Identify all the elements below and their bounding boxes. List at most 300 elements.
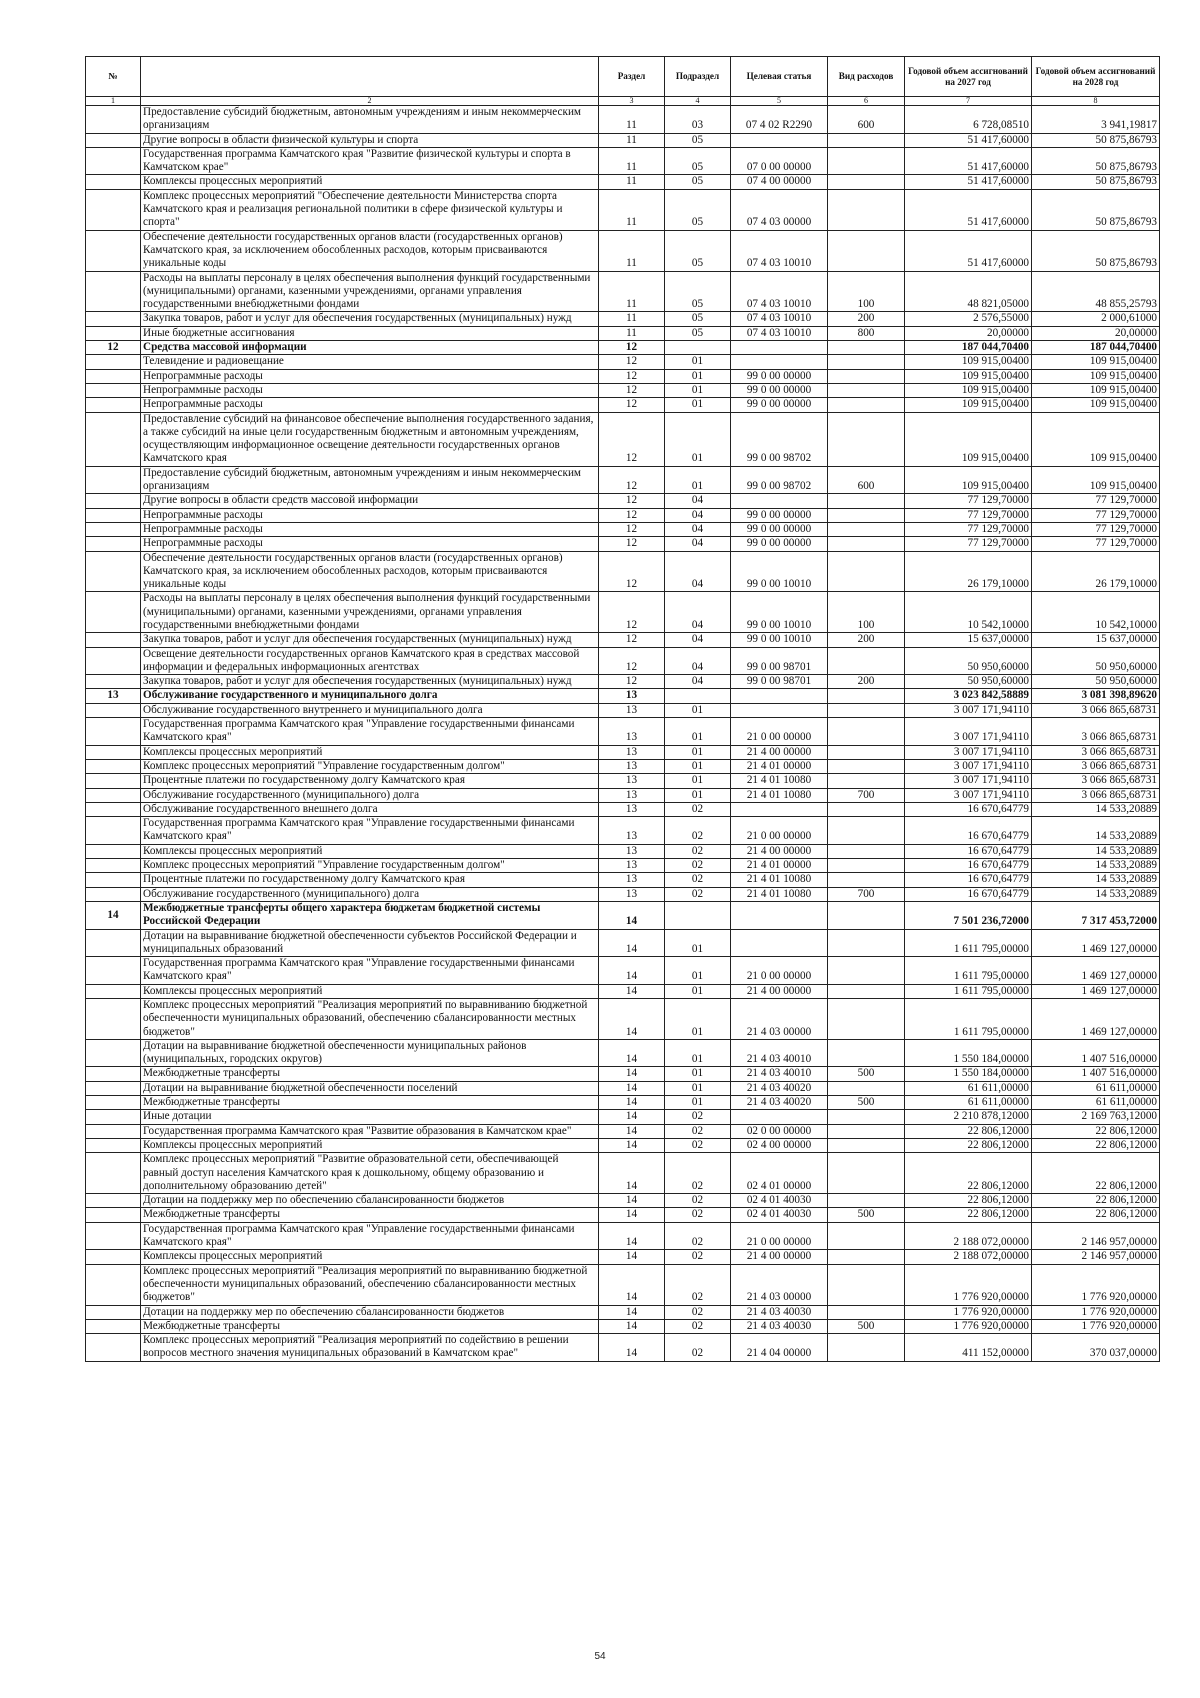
table-row <box>86 1039 1160 1067</box>
row-target-cell: 21 4 01 10080 <box>731 887 828 901</box>
row-amount-2027-cell: 411 152,00000 <box>905 1334 1032 1362</box>
header-target: Целевая статья <box>731 57 828 97</box>
row-amount-2027-cell: 48 821,05000 <box>905 271 1032 312</box>
row-amount-2027-cell: 61 611,00000 <box>905 1096 1032 1110</box>
row-amount-2027-cell: 109 915,00400 <box>905 355 1032 369</box>
row-expense-type-cell <box>828 1153 905 1194</box>
table-row <box>86 1153 1160 1194</box>
row-target-cell: 02 4 01 40030 <box>731 1194 828 1208</box>
table-row <box>86 551 1160 592</box>
row-target-cell <box>731 341 828 355</box>
row-amount-2027-cell: 51 417,60000 <box>905 189 1032 230</box>
row-subsection-cell: 02 <box>665 1319 731 1333</box>
row-expense-type-cell <box>828 1124 905 1138</box>
row-amount-2028-cell: 22 806,12000 <box>1032 1124 1160 1138</box>
row-subsection-cell: 01 <box>665 774 731 788</box>
row-amount-2027-cell: 109 915,00400 <box>905 398 1032 412</box>
row-subsection-cell: 01 <box>665 759 731 773</box>
row-subsection-cell: 02 <box>665 859 731 873</box>
row-name-cell: Государственная программа Камчатского края "Управление государственными финансами Камчатского края" <box>141 718 599 746</box>
row-amount-2028-cell: 48 855,25793 <box>1032 271 1160 312</box>
row-subsection-cell: 05 <box>665 312 731 326</box>
row-expense-type-cell <box>828 999 905 1040</box>
row-subsection-cell: 05 <box>665 133 731 147</box>
row-amount-2027-cell: 3 007 171,94110 <box>905 745 1032 759</box>
row-number-cell <box>86 551 141 592</box>
row-expense-type-cell <box>828 355 905 369</box>
row-amount-2028-cell: 50 875,86793 <box>1032 175 1160 189</box>
row-expense-type-cell <box>828 745 905 759</box>
row-subsection-cell: 01 <box>665 1039 731 1067</box>
row-expense-type-cell <box>828 537 905 551</box>
row-expense-type-cell: 800 <box>828 326 905 340</box>
row-target-cell: 21 4 01 10080 <box>731 774 828 788</box>
row-name-cell: Другие вопросы в области физической культуры и спорта <box>141 133 599 147</box>
row-number-cell <box>86 383 141 397</box>
row-amount-2028-cell: 50 950,60000 <box>1032 647 1160 675</box>
row-amount-2027-cell: 26 179,10000 <box>905 551 1032 592</box>
row-target-cell <box>731 133 828 147</box>
row-amount-2028-cell: 77 129,70000 <box>1032 537 1160 551</box>
row-name-cell: Комплекс процессных мероприятий "Развитие образовательной сети, обеспечивающей равный доступ населения Камчатского края к дошкольному, общему образованию и дополнительному образованию детей" <box>141 1153 599 1194</box>
row-expense-type-cell <box>828 1138 905 1152</box>
row-name-cell: Комплекс процессных мероприятий "Управление государственным долгом" <box>141 759 599 773</box>
row-name-cell: Закупка товаров, работ и услуг для обеспечения государственных (муниципальных) нужд <box>141 312 599 326</box>
row-expense-type-cell <box>828 774 905 788</box>
row-number-cell <box>86 1110 141 1124</box>
row-expense-type-cell <box>828 647 905 675</box>
row-name-cell: Обеспечение деятельности государственных органов власти (государственных органов) Камчатского края, за исключением обособленных расходов, которым присваиваются уникальные коды <box>141 230 599 271</box>
row-amount-2027-cell: 50 950,60000 <box>905 675 1032 689</box>
row-amount-2028-cell: 3 066 865,68731 <box>1032 703 1160 717</box>
row-number-cell <box>86 759 141 773</box>
row-name-cell: Комплекс процессных мероприятий "Реализация мероприятий по содействию в решении вопросов местного значения муниципальных образований в Камчатском крае" <box>141 1334 599 1362</box>
row-subsection-cell: 01 <box>665 466 731 494</box>
row-target-cell <box>731 689 828 703</box>
row-subsection-cell: 04 <box>665 675 731 689</box>
row-subsection-cell: 01 <box>665 929 731 957</box>
row-number-cell <box>86 1305 141 1319</box>
row-name-cell: Комплексы процессных мероприятий <box>141 984 599 998</box>
row-amount-2027-cell: 22 806,12000 <box>905 1153 1032 1194</box>
table-row <box>86 341 1160 355</box>
row-target-cell: 21 0 00 00000 <box>731 957 828 985</box>
row-target-cell: 21 4 04 00000 <box>731 1334 828 1362</box>
row-amount-2027-cell: 77 129,70000 <box>905 508 1032 522</box>
row-expense-type-cell <box>828 1250 905 1264</box>
row-amount-2027-cell: 61 611,00000 <box>905 1081 1032 1095</box>
row-amount-2028-cell: 61 611,00000 <box>1032 1081 1160 1095</box>
row-number-cell <box>86 774 141 788</box>
row-section-cell: 13 <box>599 703 665 717</box>
header-subsection: Подраздел <box>665 57 731 97</box>
table-row <box>86 412 1160 466</box>
row-amount-2027-cell: 7 501 236,72000 <box>905 901 1032 929</box>
row-name-cell: Иные дотации <box>141 1110 599 1124</box>
row-amount-2027-cell: 16 670,64779 <box>905 887 1032 901</box>
table-row <box>86 703 1160 717</box>
row-name-cell: Обслуживание государственного внешнего долга <box>141 802 599 816</box>
row-name-cell: Межбюджетные трансферты <box>141 1319 599 1333</box>
row-amount-2027-cell: 187 044,70400 <box>905 341 1032 355</box>
row-expense-type-cell <box>828 1334 905 1362</box>
row-number-cell <box>86 647 141 675</box>
row-subsection-cell: 01 <box>665 957 731 985</box>
row-subsection-cell: 01 <box>665 1081 731 1095</box>
row-expense-type-cell <box>828 1194 905 1208</box>
row-section-cell: 14 <box>599 1208 665 1222</box>
row-expense-type-cell: 700 <box>828 788 905 802</box>
row-amount-2028-cell: 2 000,61000 <box>1032 312 1160 326</box>
row-target-cell: 21 4 03 40020 <box>731 1096 828 1110</box>
row-amount-2028-cell: 22 806,12000 <box>1032 1208 1160 1222</box>
row-subsection-cell: 05 <box>665 175 731 189</box>
row-subsection-cell: 04 <box>665 647 731 675</box>
column-number: 4 <box>665 97 731 106</box>
row-amount-2028-cell: 1 469 127,00000 <box>1032 999 1160 1040</box>
row-name-cell: Государственная программа Камчатского края "Развитие образования в Камчатском крае" <box>141 1124 599 1138</box>
row-amount-2027-cell: 16 670,64779 <box>905 873 1032 887</box>
row-amount-2028-cell: 22 806,12000 <box>1032 1138 1160 1152</box>
row-section-cell: 13 <box>599 774 665 788</box>
table-row <box>86 230 1160 271</box>
row-name-cell: Дотации на поддержку мер по обеспечению сбалансированности бюджетов <box>141 1194 599 1208</box>
row-name-cell: Государственная программа Камчатского края "Управление государственными финансами Камчатского края" <box>141 957 599 985</box>
row-number-cell <box>86 398 141 412</box>
row-amount-2028-cell: 22 806,12000 <box>1032 1153 1160 1194</box>
row-number-cell: 13 <box>86 689 141 703</box>
row-number-cell <box>86 1208 141 1222</box>
row-name-cell: Обслуживание государственного (муниципального) долга <box>141 788 599 802</box>
row-subsection-cell: 04 <box>665 551 731 592</box>
row-number-cell <box>86 189 141 230</box>
row-expense-type-cell <box>828 1039 905 1067</box>
row-target-cell: 07 4 03 10010 <box>731 230 828 271</box>
row-section-cell: 11 <box>599 147 665 175</box>
row-amount-2028-cell: 14 533,20889 <box>1032 802 1160 816</box>
row-amount-2028-cell: 2 169 763,12000 <box>1032 1110 1160 1124</box>
row-subsection-cell: 05 <box>665 326 731 340</box>
row-section-cell: 14 <box>599 984 665 998</box>
row-amount-2027-cell: 51 417,60000 <box>905 133 1032 147</box>
row-section-cell: 13 <box>599 759 665 773</box>
row-subsection-cell: 01 <box>665 703 731 717</box>
row-subsection-cell: 04 <box>665 522 731 536</box>
header-amount-2027: Годовой объем ассигнований на 2027 год <box>905 57 1032 97</box>
row-amount-2027-cell: 1 776 920,00000 <box>905 1319 1032 1333</box>
row-amount-2028-cell: 1 469 127,00000 <box>1032 929 1160 957</box>
row-number-cell <box>86 494 141 508</box>
table-row <box>86 647 1160 675</box>
column-number: 2 <box>141 97 599 106</box>
table-row <box>86 271 1160 312</box>
column-number: 8 <box>1032 97 1160 106</box>
row-target-cell: 99 0 00 98701 <box>731 675 828 689</box>
row-number-cell <box>86 230 141 271</box>
header-section: Раздел <box>599 57 665 97</box>
row-target-cell <box>731 901 828 929</box>
row-section-cell: 14 <box>599 957 665 985</box>
row-amount-2027-cell: 1 550 184,00000 <box>905 1039 1032 1067</box>
row-name-cell: Комплекс процессных мероприятий "Реализация мероприятий по выравниванию бюджетной обеспеченности муниципальных образований, обеспечению сбалансированности местных бюджетов" <box>141 999 599 1040</box>
row-section-cell: 14 <box>599 1319 665 1333</box>
row-number-cell <box>86 1153 141 1194</box>
row-section-cell: 13 <box>599 817 665 845</box>
row-amount-2028-cell: 2 146 957,00000 <box>1032 1222 1160 1250</box>
row-amount-2027-cell: 10 542,10000 <box>905 592 1032 633</box>
row-section-cell: 14 <box>599 1264 665 1305</box>
table-row <box>86 326 1160 340</box>
row-number-cell <box>86 859 141 873</box>
row-target-cell: 02 4 00 00000 <box>731 1138 828 1152</box>
row-target-cell: 99 0 00 00000 <box>731 537 828 551</box>
row-amount-2027-cell: 1 611 795,00000 <box>905 957 1032 985</box>
row-target-cell: 07 4 03 10010 <box>731 326 828 340</box>
row-section-cell: 14 <box>599 1096 665 1110</box>
row-expense-type-cell <box>828 984 905 998</box>
row-name-cell: Комплексы процессных мероприятий <box>141 745 599 759</box>
row-subsection-cell: 02 <box>665 802 731 816</box>
row-section-cell: 14 <box>599 1081 665 1095</box>
row-subsection-cell: 02 <box>665 887 731 901</box>
row-amount-2028-cell: 109 915,00400 <box>1032 412 1160 466</box>
row-number-cell <box>86 326 141 340</box>
row-section-cell: 12 <box>599 647 665 675</box>
row-number-cell <box>86 984 141 998</box>
table-row <box>86 1305 1160 1319</box>
row-amount-2028-cell: 370 037,00000 <box>1032 1334 1160 1362</box>
table-row <box>86 887 1160 901</box>
row-target-cell: 21 4 00 00000 <box>731 745 828 759</box>
row-name-cell: Межбюджетные трансферты <box>141 1067 599 1081</box>
row-amount-2028-cell: 1 407 516,00000 <box>1032 1067 1160 1081</box>
row-expense-type-cell <box>828 175 905 189</box>
table-row <box>86 312 1160 326</box>
row-section-cell: 14 <box>599 901 665 929</box>
row-number-cell <box>86 1194 141 1208</box>
row-amount-2028-cell: 2 146 957,00000 <box>1032 1250 1160 1264</box>
row-amount-2027-cell: 22 806,12000 <box>905 1124 1032 1138</box>
table-row <box>86 788 1160 802</box>
row-target-cell: 21 0 00 00000 <box>731 817 828 845</box>
row-target-cell <box>731 1110 828 1124</box>
row-amount-2027-cell: 3 007 171,94110 <box>905 788 1032 802</box>
row-expense-type-cell <box>828 189 905 230</box>
row-target-cell: 99 0 00 10010 <box>731 551 828 592</box>
row-name-cell: Комплекс процессных мероприятий "Обеспечение деятельности Министерства спорта Камчатского края и реализация региональной политики в сфере физической культуры и спорта" <box>141 189 599 230</box>
table-row <box>86 355 1160 369</box>
column-number-row <box>86 97 1160 106</box>
row-expense-type-cell: 500 <box>828 1096 905 1110</box>
row-amount-2027-cell: 16 670,64779 <box>905 859 1032 873</box>
row-subsection-cell: 01 <box>665 788 731 802</box>
row-name-cell: Освещение деятельности государственных органов Камчатского края в средствах массовой информации и федеральных информационных агентствах <box>141 647 599 675</box>
row-section-cell: 14 <box>599 1222 665 1250</box>
row-expense-type-cell <box>828 703 905 717</box>
row-expense-type-cell <box>828 1110 905 1124</box>
row-name-cell: Межбюджетные трансферты общего характера бюджетам бюджетной системы Российской Федерации <box>141 901 599 929</box>
row-target-cell: 21 4 03 00000 <box>731 1264 828 1305</box>
row-expense-type-cell <box>828 901 905 929</box>
row-number-cell <box>86 1222 141 1250</box>
row-expense-type-cell: 200 <box>828 312 905 326</box>
row-amount-2027-cell: 16 670,64779 <box>905 802 1032 816</box>
row-target-cell: 07 4 03 10010 <box>731 271 828 312</box>
row-number-cell <box>86 1264 141 1305</box>
row-number-cell <box>86 106 141 134</box>
table-row <box>86 901 1160 929</box>
table-row <box>86 675 1160 689</box>
row-name-cell: Межбюджетные трансферты <box>141 1208 599 1222</box>
row-section-cell: 14 <box>599 1334 665 1362</box>
row-amount-2027-cell: 6 728,08510 <box>905 106 1032 134</box>
row-name-cell: Иные бюджетные ассигнования <box>141 326 599 340</box>
row-expense-type-cell <box>828 689 905 703</box>
row-name-cell: Непрограммные расходы <box>141 398 599 412</box>
row-amount-2028-cell: 50 950,60000 <box>1032 675 1160 689</box>
table-row <box>86 817 1160 845</box>
row-expense-type-cell <box>828 383 905 397</box>
row-number-cell <box>86 745 141 759</box>
row-section-cell: 13 <box>599 873 665 887</box>
table-row <box>86 189 1160 230</box>
row-amount-2028-cell: 1 407 516,00000 <box>1032 1039 1160 1067</box>
row-name-cell: Непрограммные расходы <box>141 522 599 536</box>
row-number-cell <box>86 957 141 985</box>
row-target-cell <box>731 929 828 957</box>
row-section-cell: 11 <box>599 133 665 147</box>
row-expense-type-cell <box>828 369 905 383</box>
table-body <box>86 106 1160 1362</box>
row-number-cell <box>86 592 141 633</box>
row-subsection-cell: 02 <box>665 1124 731 1138</box>
table-row <box>86 999 1160 1040</box>
row-expense-type-cell <box>828 341 905 355</box>
row-expense-type-cell <box>828 1264 905 1305</box>
row-amount-2027-cell: 2 188 072,00000 <box>905 1222 1032 1250</box>
row-amount-2028-cell: 109 915,00400 <box>1032 383 1160 397</box>
row-amount-2028-cell: 77 129,70000 <box>1032 494 1160 508</box>
table-row <box>86 522 1160 536</box>
row-amount-2028-cell: 77 129,70000 <box>1032 508 1160 522</box>
row-subsection-cell: 01 <box>665 1067 731 1081</box>
row-expense-type-cell: 500 <box>828 1319 905 1333</box>
row-subsection-cell: 04 <box>665 494 731 508</box>
row-number-cell <box>86 844 141 858</box>
row-amount-2027-cell: 77 129,70000 <box>905 537 1032 551</box>
row-amount-2027-cell: 51 417,60000 <box>905 230 1032 271</box>
row-section-cell: 14 <box>599 1067 665 1081</box>
row-amount-2027-cell: 77 129,70000 <box>905 522 1032 536</box>
row-name-cell: Расходы на выплаты персоналу в целях обеспечения выполнения функций государственными (муниципальными) органами, казенными учреждениями, органами управления государственными внебюджетными фондами <box>141 271 599 312</box>
column-number: 1 <box>86 97 141 106</box>
row-section-cell: 12 <box>599 341 665 355</box>
row-subsection-cell: 04 <box>665 592 731 633</box>
row-section-cell: 14 <box>599 1250 665 1264</box>
row-section-cell: 12 <box>599 522 665 536</box>
row-target-cell: 99 0 00 10010 <box>731 592 828 633</box>
row-subsection-cell: 04 <box>665 508 731 522</box>
row-amount-2027-cell: 15 637,00000 <box>905 633 1032 647</box>
row-name-cell: Дотации на поддержку мер по обеспечению сбалансированности бюджетов <box>141 1305 599 1319</box>
table-row <box>86 508 1160 522</box>
row-subsection-cell: 02 <box>665 1110 731 1124</box>
table-row <box>86 466 1160 494</box>
table-row <box>86 1138 1160 1152</box>
row-subsection-cell: 02 <box>665 1194 731 1208</box>
row-section-cell: 13 <box>599 718 665 746</box>
row-amount-2027-cell: 2 210 878,12000 <box>905 1110 1032 1124</box>
row-section-cell: 12 <box>599 355 665 369</box>
row-section-cell: 12 <box>599 398 665 412</box>
row-amount-2027-cell: 2 188 072,00000 <box>905 1250 1032 1264</box>
row-expense-type-cell <box>828 412 905 466</box>
row-number-cell <box>86 718 141 746</box>
row-amount-2027-cell: 1 776 920,00000 <box>905 1305 1032 1319</box>
row-subsection-cell <box>665 341 731 355</box>
table-row <box>86 1096 1160 1110</box>
row-amount-2028-cell: 7 317 453,72000 <box>1032 901 1160 929</box>
row-subsection-cell: 01 <box>665 745 731 759</box>
row-target-cell: 21 4 03 40030 <box>731 1305 828 1319</box>
row-section-cell: 14 <box>599 1194 665 1208</box>
row-name-cell: Государственная программа Камчатского края "Управление государственными финансами Камчатского края" <box>141 1222 599 1250</box>
row-amount-2028-cell: 50 875,86793 <box>1032 133 1160 147</box>
row-amount-2028-cell: 3 066 865,68731 <box>1032 745 1160 759</box>
row-target-cell: 21 4 03 40010 <box>731 1067 828 1081</box>
row-amount-2028-cell: 14 533,20889 <box>1032 817 1160 845</box>
row-amount-2028-cell: 50 875,86793 <box>1032 147 1160 175</box>
row-expense-type-cell <box>828 929 905 957</box>
row-amount-2027-cell: 50 950,60000 <box>905 647 1032 675</box>
row-number-cell <box>86 929 141 957</box>
row-expense-type-cell <box>828 859 905 873</box>
row-expense-type-cell <box>828 398 905 412</box>
row-expense-type-cell: 100 <box>828 271 905 312</box>
row-subsection-cell: 01 <box>665 984 731 998</box>
row-number-cell <box>86 369 141 383</box>
table-row <box>86 774 1160 788</box>
row-section-cell: 13 <box>599 859 665 873</box>
row-name-cell: Обслуживание государственного и муниципального долга <box>141 689 599 703</box>
table-row <box>86 689 1160 703</box>
row-expense-type-cell: 500 <box>828 1208 905 1222</box>
table-row <box>86 1250 1160 1264</box>
row-name-cell: Дотации на выравнивание бюджетной обеспеченности поселений <box>141 1081 599 1095</box>
row-subsection-cell: 03 <box>665 106 731 134</box>
row-section-cell: 14 <box>599 1039 665 1067</box>
row-name-cell: Телевидение и радиовещание <box>141 355 599 369</box>
row-section-cell: 13 <box>599 887 665 901</box>
row-number-cell <box>86 1096 141 1110</box>
row-subsection-cell: 05 <box>665 189 731 230</box>
row-section-cell: 13 <box>599 802 665 816</box>
row-target-cell <box>731 355 828 369</box>
table-row <box>86 1319 1160 1333</box>
table-row <box>86 1264 1160 1305</box>
row-amount-2028-cell: 1 776 920,00000 <box>1032 1305 1160 1319</box>
row-subsection-cell: 01 <box>665 718 731 746</box>
row-name-cell: Комплекс процессных мероприятий "Реализация мероприятий по выравниванию бюджетной обеспеченности муниципальных образований, обеспечению сбалансированности местных бюджетов" <box>141 1264 599 1305</box>
row-amount-2028-cell: 14 533,20889 <box>1032 887 1160 901</box>
row-section-cell: 12 <box>599 551 665 592</box>
row-section-cell: 11 <box>599 106 665 134</box>
row-section-cell: 14 <box>599 1305 665 1319</box>
row-amount-2028-cell: 15 637,00000 <box>1032 633 1160 647</box>
row-expense-type-cell <box>828 147 905 175</box>
row-name-cell: Дотации на выравнивание бюджетной обеспеченности муниципальных районов (муниципальных, городских округов) <box>141 1039 599 1067</box>
table-row <box>86 1194 1160 1208</box>
